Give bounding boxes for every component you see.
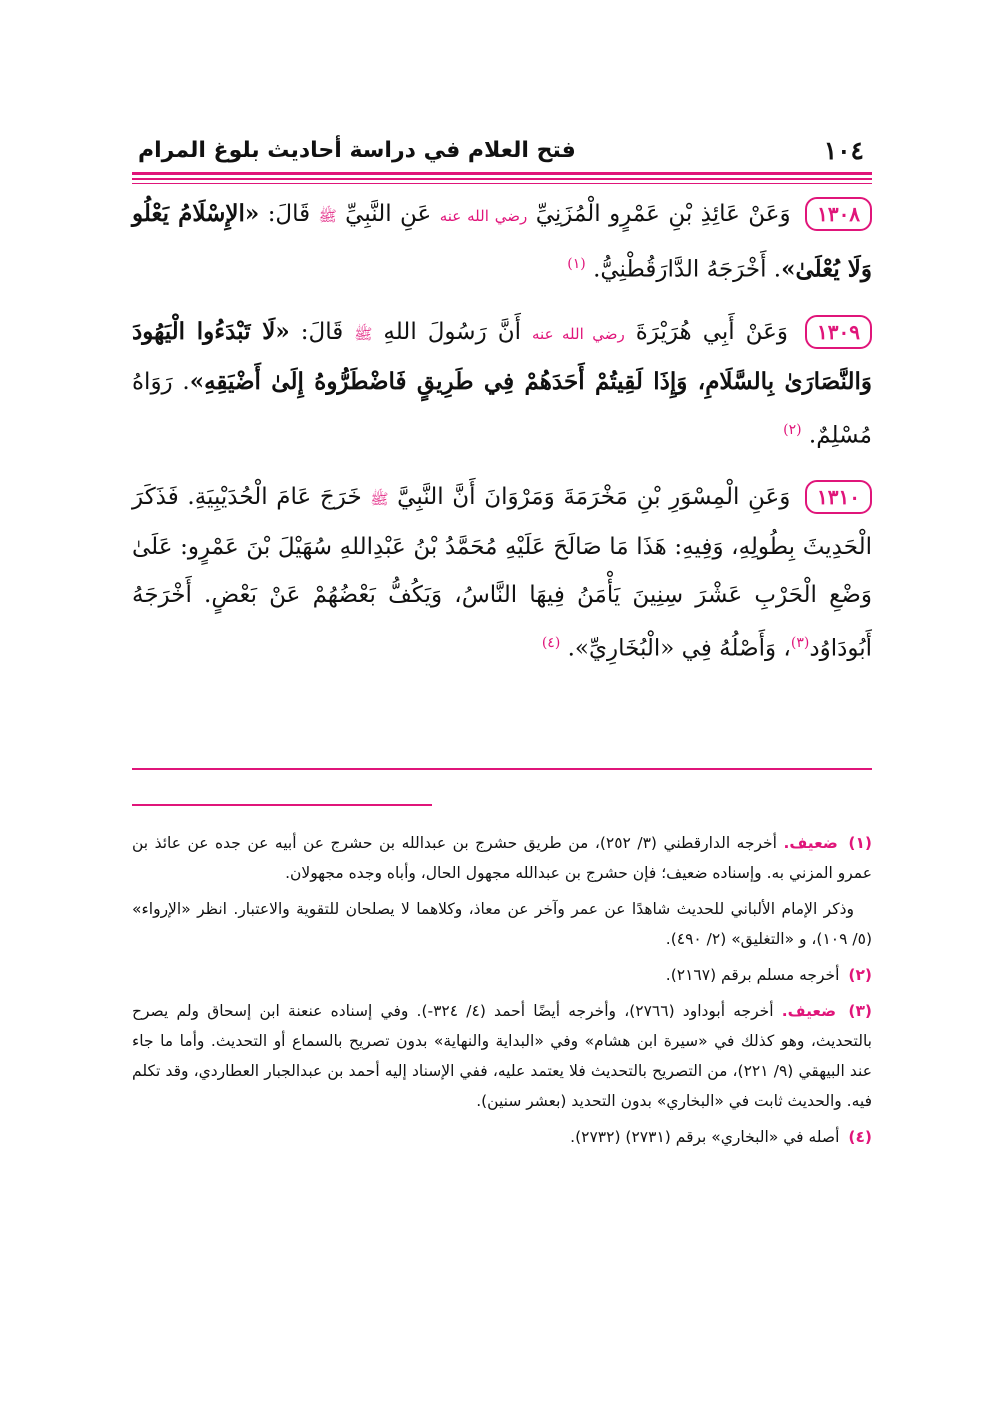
footnote-number: (٢) (848, 966, 872, 984)
radiallahu-glyph: رضي الله عنه (439, 207, 528, 225)
salawat-glyph: ﷺ (370, 490, 389, 509)
hadith-text: . رَوَاهُ مُسْلِمٌ. (132, 368, 872, 449)
hadith-number: ١٣١٠ (805, 480, 872, 514)
footnote-2 (132, 960, 872, 990)
hadith-text: عَنِ النَّبِيِّ (345, 201, 432, 227)
footnote-text: أصله في «البخاري» برقم (٢٧٣١) (٢٧٣٢). (570, 1128, 840, 1146)
footnote-3 (132, 996, 872, 1116)
page-number: ١٠٤ (823, 136, 864, 165)
footnote-number: (٤) (848, 1128, 872, 1146)
running-header (132, 130, 872, 170)
footnote-number: (١) (848, 834, 873, 852)
footnote-separator (132, 804, 432, 806)
footnote-1-cont: وذكر الإمام الألباني للحديث شاهدًا عن عمر وآخر عن معاذ، وكلاهما لا يصلحان للتقوية والاعتبار. انظر «الإرواء» (٥/ ١٠٩)، و «التغليق» (٢/ ٤٩٠). (132, 900, 872, 948)
footnote-ref[interactable]: (٣) (790, 635, 810, 652)
hadith-text: قَالَ: (300, 318, 344, 345)
radiallahu-glyph: رضي الله عنه (532, 324, 625, 343)
main-text (132, 190, 872, 687)
footnote-ref[interactable]: (١) (567, 256, 586, 272)
hadith-text: وَعَنِ الْمِسْوَرِ بْنِ مَخْرَمَةَ وَمَرْوَانَ أَنَّ النَّبِيَّ (397, 484, 791, 511)
hadith-1309 (132, 308, 872, 460)
footnotes (132, 828, 872, 1158)
hadith-quote: «لَا تَبْدَءُوا الْيَهُودَ وَالنَّصَارَىٰ بِالسَّلَامِ، وَإِذَا لَقِيتُمْ أَحَدَهُمْ فِي طَرِيقٍ فَاضْطَرُّوهُ إِلَىٰ أَضْيَقِهِ» (132, 317, 873, 395)
hadith-quote: «الإِسْلَامُ يَعْلُو وَلَا يُعْلَىٰ» (132, 200, 872, 283)
text-end-rule (132, 768, 872, 770)
header-rule (132, 183, 872, 184)
hadith-text: وَعَنْ أَبِي هُرَيْرَةَ (635, 318, 789, 345)
book-title: فتح العلام في دراسة أحاديث بلوغ المرام (138, 138, 576, 163)
hadith-text: خَرَجَ عَامَ الْحُدَيْبِيَةِ. فَذَكَرَ الْحَدِيثَ بِطُولِهِ، وَفِيهِ: هَذَا مَا صَالَحَ عَلَيْهِ مُحَمَّدُ بْنُ عَبْدِاللهِ سُهَيْلَ بْنَ عَمْرٍو: عَلَىٰ وَضْعِ الْحَرْبِ عَشْرَ سِنِينَ يَأْمَنُ فِيهَا النَّاسُ، وَيَكُفُّ بَعْضُهُمْ عَنْ بَعْضٍ. أَخْرَجَهُ أَبُودَاوُد (132, 484, 872, 662)
hadith-text: . أَخْرَجَهُ الدَّارَقُطْنِيُّ. (593, 256, 782, 283)
hadith-number: ١٣٠٩ (805, 315, 872, 349)
grade-label: ضعيف. (781, 1002, 837, 1020)
hadith-text: أَنَّ رَسُولَ اللهِ (383, 318, 521, 345)
grade-label: ضعيف. (783, 834, 838, 852)
footnote-1 (132, 828, 872, 888)
hadith-text: ، وَأَصْلُهُ فِي «الْبُخَارِيِّ». (567, 635, 791, 662)
hadith-number: ١٣٠٨ (805, 197, 872, 231)
page (132, 120, 872, 1300)
header-rule (132, 178, 872, 180)
footnote-number: (٣) (848, 1002, 872, 1020)
hadith-text: قَالَ: (267, 201, 311, 227)
footnote-text: أخرجه أبوداود (٢٧٦٦)، وأخرجه أيضًا أحمد (٤/ ٣٢٤-). وفي إسناده عنعنة ابن إسحاق ولم يصرح بالتحديث، وهو كذلك في «سيرة ابن هشام» وفي «البداية والنهاية» بدون تصريح بالسماع أو التحديث. وأما ما جاء عند البيهقي (٩/ ٢٢١)، من التصريح بالتحديث فلا يعتمد عليه، ففي الإسناد إليه أحمد بن عبدالجبار العطاردي، وقد تكلم فيه. والحديث ثابت في «البخاري» بدون التحديد (بعشر سنين). (132, 1002, 872, 1110)
hadith-1310 (132, 473, 872, 673)
salawat-glyph: ﷺ (354, 324, 373, 343)
footnote-text: أخرجه الدارقطني (٣/ ٢٥٢)، من طريق حشرج بن عبدالله بن حشرج عن أبيه عن جده عن عائذ بن عمرو المزني به. وإسناده ضعيف؛ فإن حشرج بن عبدالله مجهول الحال، وأباه وجده مجهولان. (132, 834, 872, 882)
footnote-4 (132, 1122, 872, 1152)
footnote-ref[interactable]: (٤) (541, 635, 561, 652)
header-rule (132, 172, 872, 175)
hadith-1308 (132, 190, 872, 294)
footnote-ref[interactable]: (٢) (783, 421, 802, 438)
hadith-text: وَعَنْ عَائِذِ بْنِ عَمْرٍو الْمُزَنِيِّ (535, 201, 791, 227)
footnote-text: أخرجه مسلم برقم (٢١٦٧). (665, 966, 840, 984)
salawat-glyph: ﷺ (318, 207, 337, 225)
